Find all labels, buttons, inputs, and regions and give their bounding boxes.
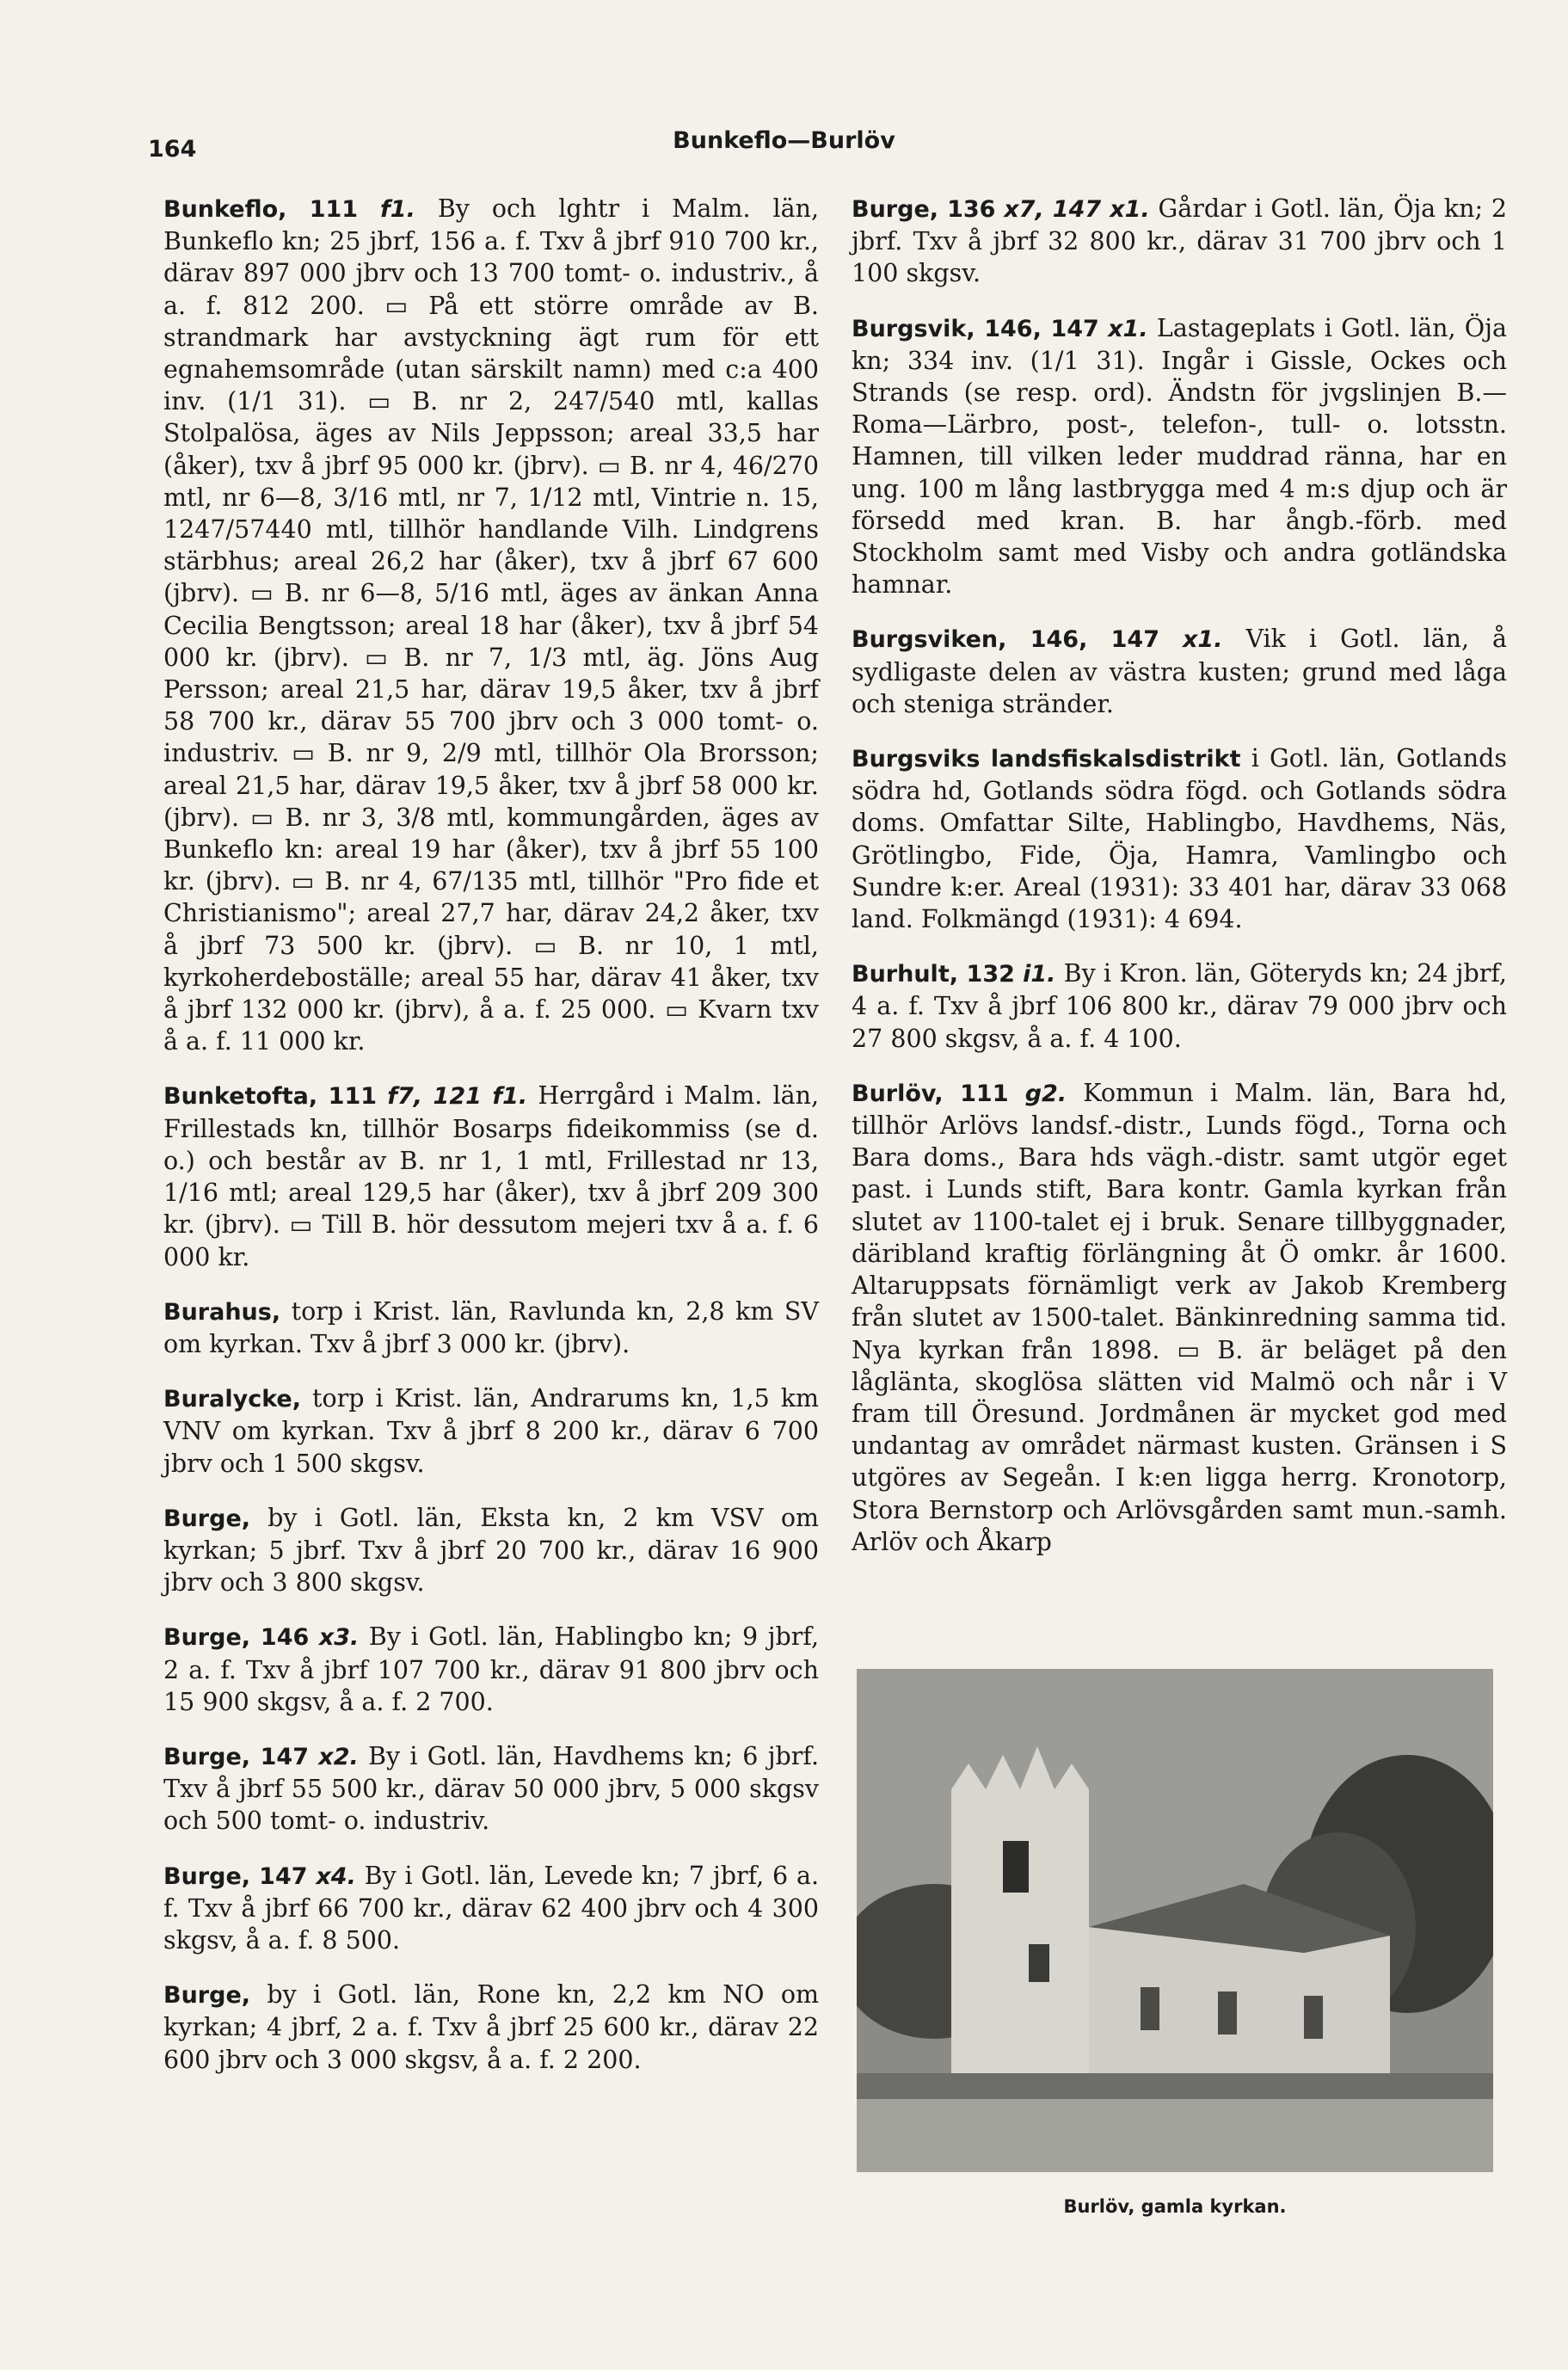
entry-text: Kommun i Malm. län, Bara hd, tillhör Arlövs landsf.-distr., Lunds fögd., Torna och Bara doms., Bara hds vägh.-distr. samt utgör eget past. i Lunds stift, Bara kontr. Gamla kyrkan från slutet av 1100-talet ej i bruk. Senare tillbyggnader, däribland kraftig förlängning åt Ö omkr. år 1600. Altaruppsats förnämligt verk av Jakob Kremberg från slutet av 1500-talet. Bänkinredning samma tid. Nya kyrkan från 1898. ▭ B. är beläget på den låglänta, skoglösa slätten vid Malmö och når i V fram till Öresund. Jordmånen är mycket god med undantag av området närmast kusten. Gränsen i S utgöres av Segeån. I k:en ligga herrg. Kronotorp, Stora Bernstorp och Arlövsgården samt mun.-samh. Arlöv och Åkarp bbox=[852, 1078, 1507, 1556]
entry-map-ref: x7, 147 x1. bbox=[1004, 196, 1150, 223]
entry-text: By i Gotl. län, Levede kn; 7 jbrf, 6 a. f. Txv å jbrf 66 700 kr., därav 62 400 jbrv och 4 300 skgsv, å a. f. 8 500. bbox=[163, 1861, 820, 1954]
entry-text: i Gotl. län, Gotlands södra hd, Gotlands södra fögd. och Gotlands södra doms. Omfattar Silte, Hablingbo, Havdhems, Näs, Grötlingbo, Fide, Öja, Hamra, Vamlingbo och Sundre k:er. Areal (1931): 33 401 har, därav 33 068 land. Folkmängd (1931): 4 694. bbox=[852, 744, 1507, 934]
entry-map-ref: g2. bbox=[1024, 1080, 1067, 1107]
entry-text: torp i Krist. län, Andrarums kn, 1,5 km VNV om kyrkan. Txv å jbrf 8 200 kr., därav 6 700 jbrv och 1 500 skgsv. bbox=[163, 1384, 819, 1478]
entry-headword: Burgsvik, 146, 147 bbox=[852, 315, 1099, 342]
entry bbox=[163, 1979, 819, 2076]
entry bbox=[852, 312, 1507, 601]
entry-map-ref: x4. bbox=[316, 1862, 356, 1890]
entry-text: torp i Krist. län, Ravlunda kn, 2,8 km SV om kyrkan. Txv å jbrf 3 000 kr. (jbrv). bbox=[163, 1296, 820, 1358]
entry-map-ref: x1. bbox=[1183, 626, 1223, 654]
entry-headword: Bunkeflo, 111 bbox=[163, 196, 359, 223]
entry bbox=[852, 742, 1507, 935]
entry-text: By i Kron. län, Göteryds kn; 24 jbrf, 4 a. f. Txv å jbrf 106 800 kr., därav 79 000 jbrv och 27 800 skgsv, å a. f. 4 100. bbox=[852, 959, 1507, 1053]
entry bbox=[852, 957, 1507, 1055]
entry-headword: Burahus, bbox=[163, 1298, 281, 1326]
entry-text: Lastageplats i Gotl. län, Öja kn; 334 inv. (1/1 31). Ingår i Gissle, Ockes och Strands (se resp. ord). Ändstn för jvgslinjen B.—Roma—Lärbro, post-, telefon-, tull- o. lotsstn. Hamnen, till vilken leder muddrad ränna, har en ung. 100 m lång lastbrygga med 4 m:s djup och är försedd med kran. B. har ångb.-förb. med Stockholm samt med Visby och andra gotländska hamnar. bbox=[852, 313, 1507, 600]
entry-map-ref: i1. bbox=[1023, 961, 1056, 988]
photo-caption: Burlöv, gamla kyrkan. bbox=[1063, 2196, 1287, 2217]
entry-text: Herrgård i Malm. län, Frillestads kn, tillhör Bosarps fideikommiss (se d. o.) och består av B. nr 1, 1 mtl, Frillestad nr 13, 1/16 mtl; areal 129,5 har (åker), txv å jbrf 209 300 kr. (jbrv). ▭ Till B. hör dessutom mejeri txv å a. f. 6 000 kr. bbox=[163, 1081, 819, 1271]
entry-headword: Burge, bbox=[163, 1982, 251, 2010]
entry-text: Gårdar i Gotl. län, Öja kn; 2 jbrf. Txv å jbrf 32 800 kr., därav 31 700 jbrv och 1 100 skgsv. bbox=[852, 194, 1508, 288]
entry-text: By i Gotl. län, Hablingbo kn; 9 jbrf, 2 a. f. Txv å jbrf 107 700 kr., därav 91 800 jbrv och 15 900 skgsv, å a. f. 2 700. bbox=[163, 1622, 819, 1716]
entry bbox=[163, 193, 819, 1057]
entry-text: By i Gotl. län, Havdhems kn; 6 jbrf. Txv å jbrf 55 500 kr., därav 50 000 jbrv, 5 000 skgsv och 500 tomt- o. industriv. bbox=[163, 1741, 820, 1836]
entry bbox=[163, 1860, 819, 1957]
entry-headword: Burhult, 132 bbox=[852, 961, 1015, 988]
page-number: 164 bbox=[148, 136, 197, 163]
entry-headword: Burge, bbox=[163, 1505, 251, 1532]
entry-headword: Bunketofta, 111 bbox=[163, 1083, 378, 1111]
entry bbox=[163, 1382, 819, 1480]
entry-text: by i Gotl. län, Rone kn, 2,2 km NO om kyrkan; 4 jbrf, 2 a. f. Txv å jbrf 25 600 kr., därav 22 600 jbrv och 3 000 skgsv, å a. f. 2 200. bbox=[163, 1980, 819, 2074]
entry-headword: Burgsviks landsfiskalsdistrikt bbox=[852, 746, 1241, 773]
right-column bbox=[852, 193, 1507, 1580]
entry-headword: Burgsviken, 146, 147 bbox=[852, 626, 1160, 654]
entry-headword: Burlöv, 111 bbox=[852, 1080, 1009, 1107]
entry-headword: Burge, 147 bbox=[163, 1862, 308, 1890]
entry-text: by i Gotl. län, Eksta kn, 2 km VSV om kyrkan; 5 jbrf. Txv å jbrf 20 700 kr., därav 16 900 jbrv och 3 800 skgsv. bbox=[163, 1503, 819, 1597]
entry-text: By och lghtr i Malm. län, Bunkeflo kn; 25 jbrf, 156 a. f. Txv å jbrf 910 700 kr., därav 897 000 jbrv och 13 700 tomt- o. industriv., å a. f. 812 200. ▭ På ett större område av B. strandmark har avstyckning ägt rum för ett egnahemsområde (utan särskilt namn) med c:a 400 inv. (1/1 31). ▭ B. nr 2, 247/540 mtl, kallas Stolpalösa, äges av Nils Jeppsson; areal 33,5 har (åker), txv å jbrf 95 000 kr. (jbrv). ▭ B. nr 4, 46/270 mtl, nr 6—8, 3/16 mtl, nr 7, 1/12 mtl, Vintrie n. 15, 1247/57440 mtl, tillhör handlande Vilh. Lindgrens stärbhus; areal 26,2 har (åker), txv å jbrf 67 600 (jbrv). ▭ B. nr 6—8, 5/16 mtl, äges av änkan Anna Cecilia Bengtsson; areal 18 har (åker), txv å jbrf 54 000 kr. (jbrv). ▭ B. nr 7, 1/3 mtl, äg. Jöns Aug Persson; areal 21,5 har, därav 19,5 åker, txv å jbrf 58 700 kr., därav 55 700 jbrv och 3 000 tomt- o. industriv. ▭ B. nr 9, 2/9 mtl, tillhör Ola Brorsson; areal 21,5 har, därav 19,5 åker, txv å jbrf 58 000 kr. (jbrv). ▭ B. nr 3, 3/8 mtl, kommungården, äges av Bunkeflo kn: areal 19 har (åker), txv å jbrf 55 100 kr. (jbrv). ▭ B. nr 4, 67/135 mtl, tillhör "Pro fide et Christianismo"; areal 27,7 har, därav 24,2 åker, txv å jbrf 73 500 kr. (jbrv). ▭ B. nr 10, 1 mtl, kyrkoherdeboställe; areal 55 har, därav 41 åker, txv å jbrf 132 000 kr. (jbrv), å a. f. 25 000. ▭ Kvarn txv å a. f. 11 000 kr. bbox=[163, 194, 820, 1056]
entry-map-ref: x2. bbox=[318, 1743, 359, 1770]
running-head: Bunkeflo—Burlöv bbox=[673, 127, 895, 154]
entry bbox=[163, 1740, 819, 1838]
church-illustration bbox=[857, 1669, 1493, 2172]
church-photo bbox=[857, 1669, 1493, 2172]
entry bbox=[163, 1502, 819, 1599]
entry-map-ref: f7, 121 f1. bbox=[387, 1083, 528, 1111]
entry-map-ref: x1. bbox=[1108, 315, 1148, 342]
entry bbox=[852, 623, 1507, 720]
entry bbox=[852, 193, 1507, 290]
entry-headword: Burge, 147 bbox=[163, 1743, 309, 1770]
entry-headword: Burge, 136 bbox=[852, 196, 996, 223]
left-column bbox=[163, 193, 819, 2098]
entry-headword: Burge, 146 bbox=[163, 1624, 310, 1652]
entry-map-ref: f1. bbox=[380, 196, 415, 223]
entry bbox=[852, 1077, 1507, 1558]
entry bbox=[163, 1080, 819, 1272]
entry-headword: Buralycke, bbox=[163, 1386, 301, 1413]
entry bbox=[163, 1296, 819, 1360]
entry bbox=[163, 1621, 819, 1718]
entry-text: Vik i Gotl. län, å sydligaste delen av västra kusten; grund med låga och steniga stränder. bbox=[852, 625, 1508, 718]
entry-map-ref: x3. bbox=[318, 1624, 360, 1652]
